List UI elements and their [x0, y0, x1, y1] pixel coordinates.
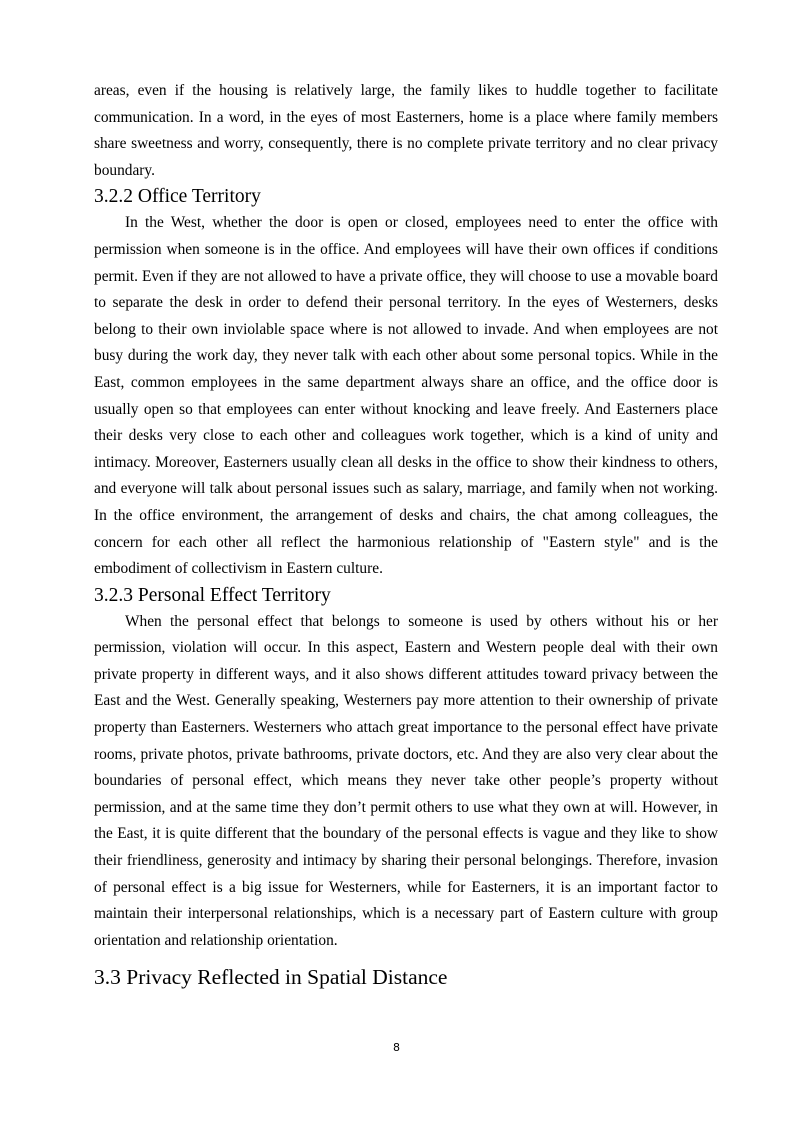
continued-paragraph: areas, even if the housing is relatively large, the family likes to huddle together to facilitate communication. In a word, in the eyes of most Easterners, home is a place where family members share sweetness and worry, consequently, there is no complete private territory and no clear privacy boundary. — [94, 82, 718, 179]
page-number: 8 — [393, 1041, 400, 1054]
document-page — [94, 78, 718, 993]
personal-effect-paragraph: When the personal effect that belongs to someone is used by others without his or her permission, violation will occur. In this aspect, Eastern and Western people deal with their own private property in different ways, and it also shows different attitudes toward privacy between the East and the West. Generally speaking, Westerners pay more attention to their ownership of private property than Easterners. Westerners who attach great importance to the personal effect have private rooms, private photos, private bathrooms, private doctors, etc. And they are also very clear about the boundaries of personal effect, which means they never take other people’s property without permission, and at the same time they don’t permit others to use what they own at will. However, in the East, it is quite different that the boundary of the personal effects is vague and they like to show their friendliness, generosity and intimacy by sharing their personal belongings. Therefore, invasion of personal effect is a big issue for Westerners, while for Easterners, it is an important factor to maintain their interpersonal relationships, which is a necessary part of Eastern culture with group orientation and relationship orientation. — [94, 612, 718, 949]
office-territory-paragraph: In the West, whether the door is open or closed, employees need to enter the office with permission when someone is in the office. And employees will have their own offices if conditions permit. Even if they are not allowed to have a private office, they will choose to use a movable board to separate the desk in order to defend their personal territory. In the eyes of Westerners, desks belong to their own inviolable space where is not allowed to invade. And when employees are not busy during the work day, they never talk with each other about some personal topics. While in the East, common employees in the same department always share an office, and the office door is usually open so that employees can enter without knocking and leave freely. And Easterners place their desks very close to each other and colleagues work together, which is a kind of unity and intimacy. Moreover, Easterners usually clean all desks in the office to show their kindness to others, and everyone will talk about personal issues such as salary, marriage, and family when not working. In the office environment, the arrangement of desks and chairs, the chat among colleagues, the concern for each other all reflect the harmonious relationship of "Eastern style" and is the embodiment of collectivism in Eastern culture. — [94, 214, 718, 578]
section-heading-personal-effect-territory: 3.2.3 Personal Effect Territory — [94, 584, 331, 606]
section-heading-office-territory: 3.2.2 Office Territory — [94, 186, 261, 208]
section-heading-spatial-distance: 3.3 Privacy Reflected in Spatial Distance — [94, 965, 448, 990]
